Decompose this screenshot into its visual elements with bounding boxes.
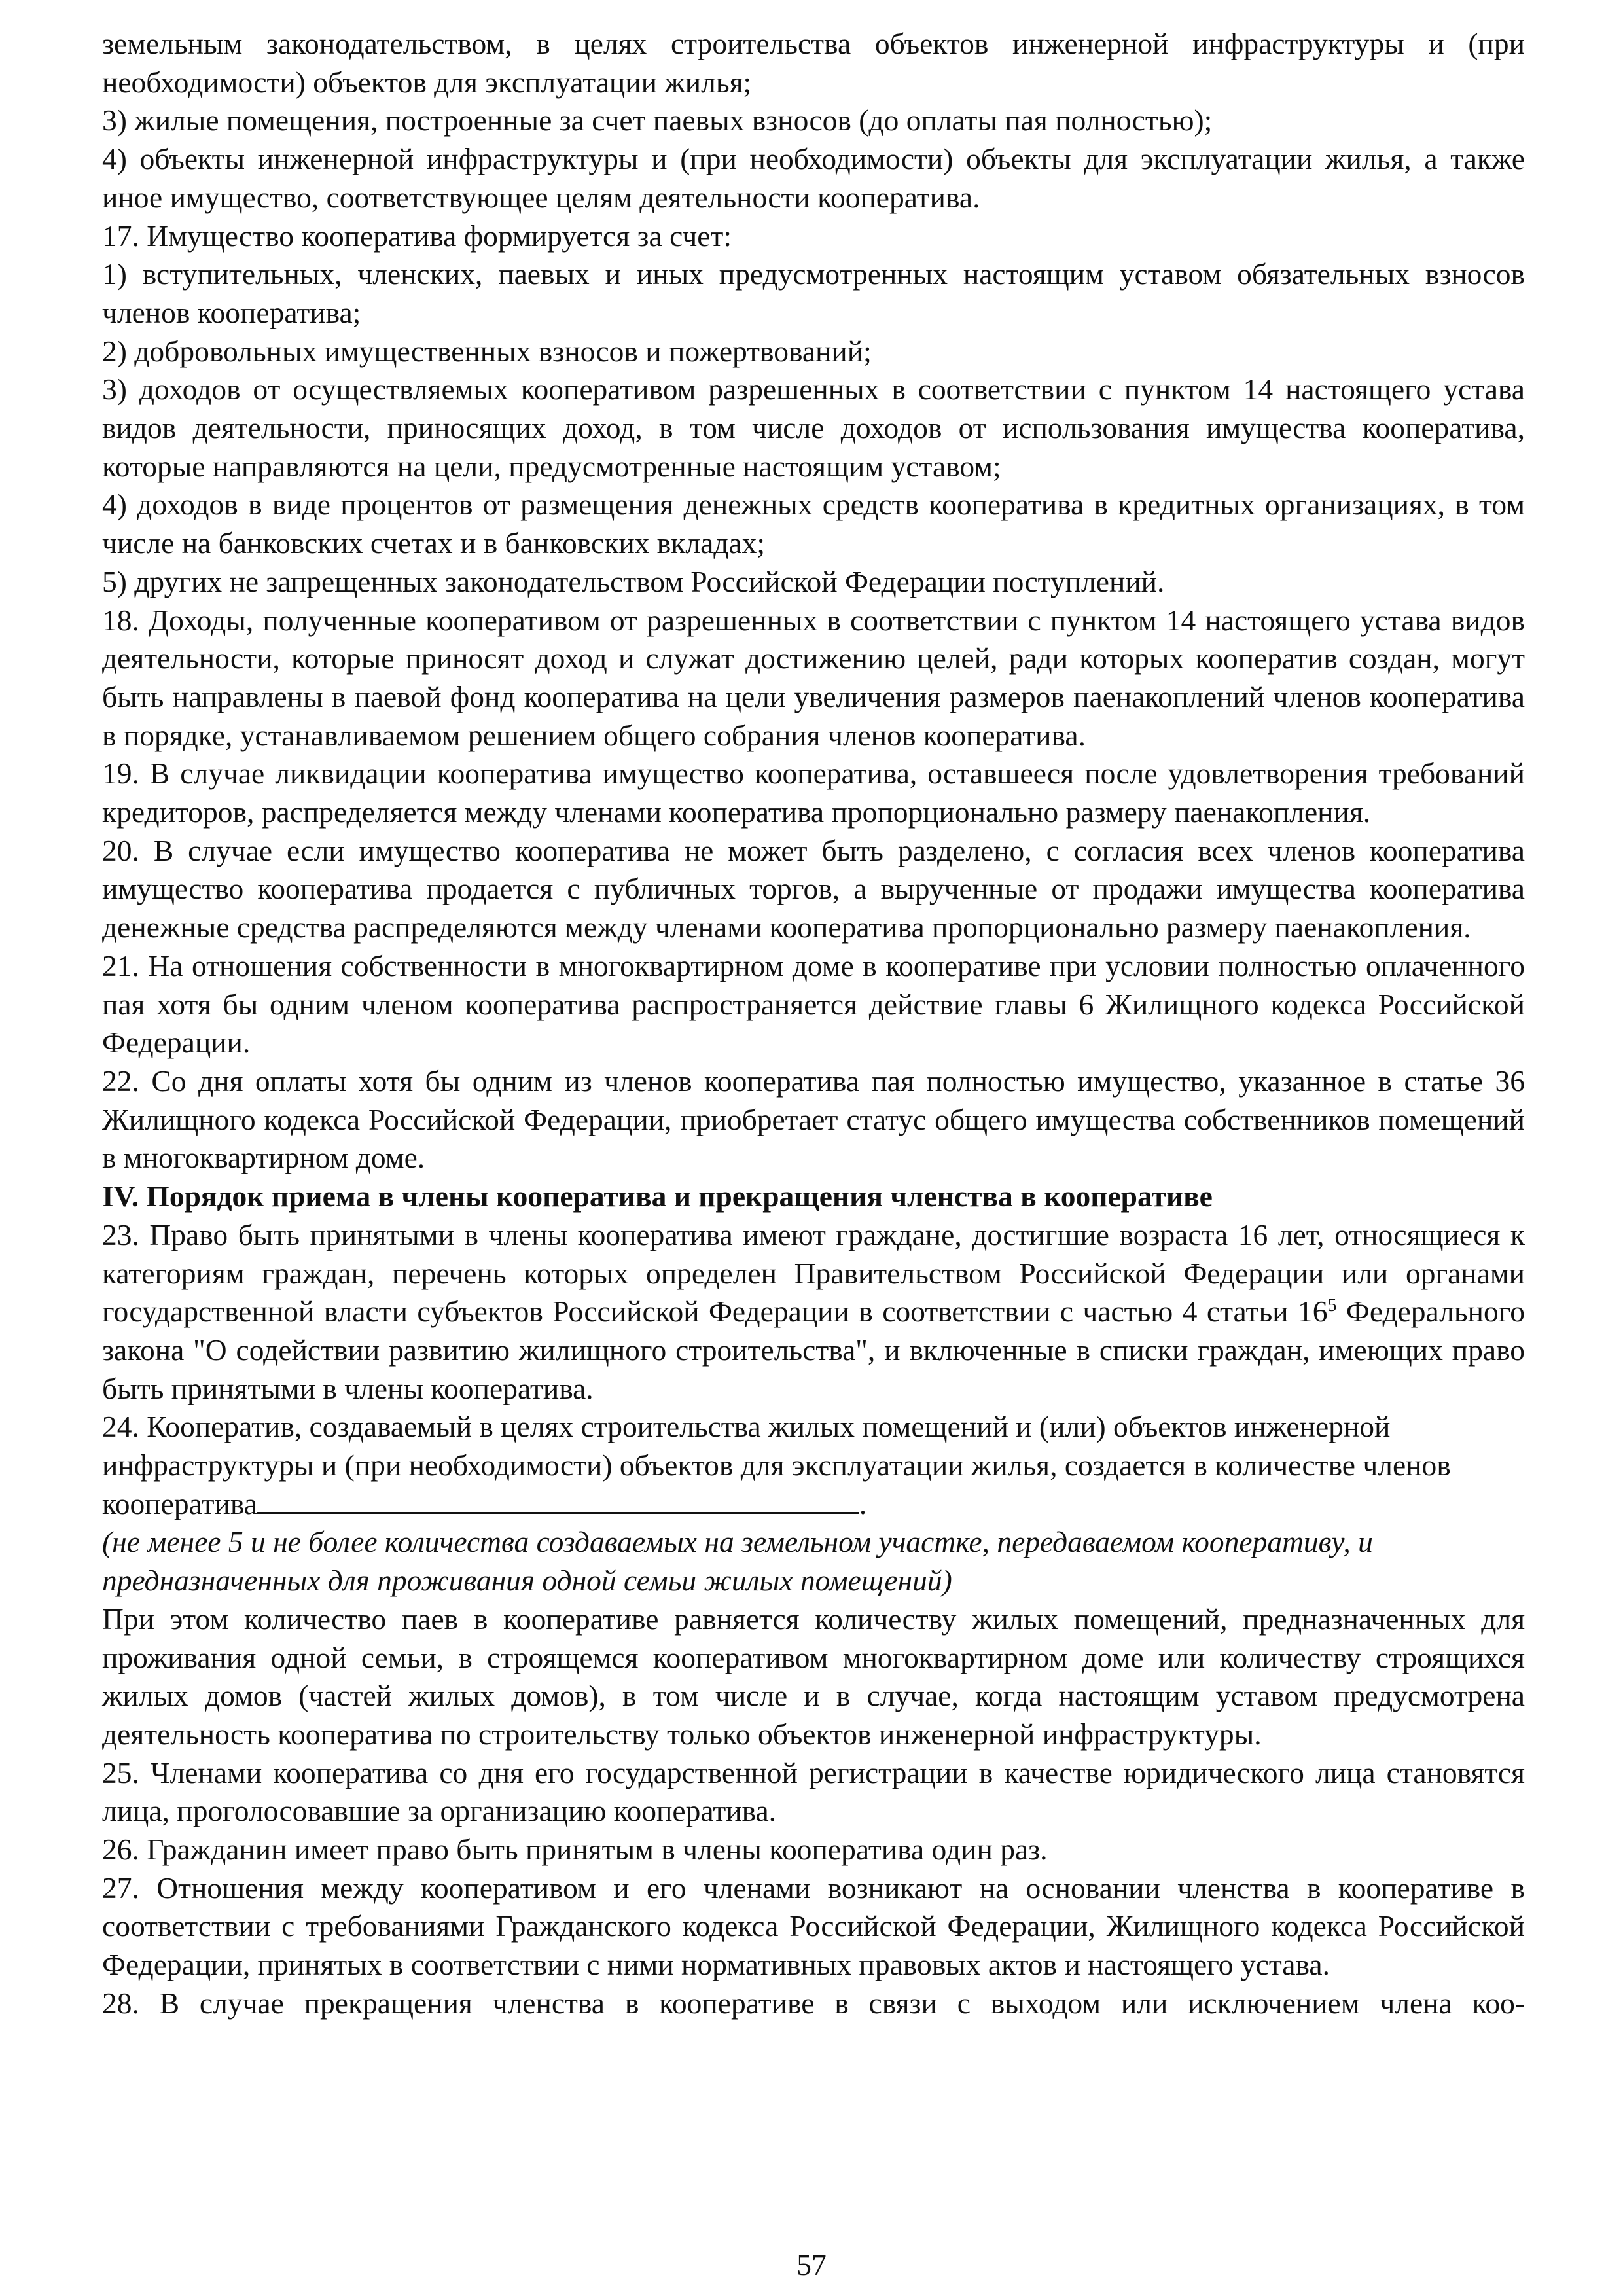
section-heading: IV. Порядок приема в члены кооператива и прекращения членства в кооперативе bbox=[102, 1179, 1213, 1213]
paragraph: земельным законодательством, в целях строительства объектов инженерной инфраструктуры и (при необходимости) объектов для эксплуатации жилья; bbox=[102, 27, 1525, 99]
paragraph: 19. В случае ликвидации кооператива имущество кооператива, оставшееся после удовлетворения требований кредиторов, распределяется между членами кооператива пропорционально размеру паенакопления. bbox=[102, 757, 1525, 829]
paragraph-24-end: . bbox=[859, 1486, 867, 1520]
paragraph-28-start: 28. В случае прекращения членства в кооперативе в связи с выходом или исключением члена коо- bbox=[102, 1986, 1525, 2020]
paragraph: 4) доходов в виде процентов от размещения денежных средств кооператива в кредитных организациях, в том числе на банковских счетах и в банковских вкладах; bbox=[102, 488, 1525, 560]
paragraph: При этом количество паев в кооперативе равняется количеству жилых помещений, предназначенных для проживания одной семьи, в строящемся кооперативом многоквартирном доме или количеству строящихся жилых домов (частей жилых домов), в том числе и в случае, когда настоящим уставом предусмотрена деятельность кооператива по строительству только объектов инженерной инфраструктуры. bbox=[102, 1602, 1525, 1751]
paragraph: 1) вступительных, членских, паевых и иных предусмотренных настоящим уставом обязательных взносов членов кооператива; bbox=[102, 257, 1525, 329]
footnote-superscript: 5 bbox=[1327, 1295, 1337, 1316]
paragraph-23 bbox=[102, 1216, 1525, 1408]
paragraph: 25. Членами кооператива со дня его государственной регистрации в качестве юридического лица становятся лица, проголосовавшие за организацию кооператива. bbox=[102, 1755, 1525, 1828]
paragraph: 3) жилые помещения, построенные за счет паевых взносов (до оплаты пая полностью); bbox=[102, 103, 1213, 137]
paragraph-23-text-end: Федерального закона "О содействии развитию жилищного строительства", и включенные в списки граждан, имеющих право быть принятыми в члены кооператива. bbox=[102, 1295, 1525, 1405]
paragraph: 26. Гражданин имеет право быть принятым в члены кооператива один раз. bbox=[102, 1833, 1048, 1867]
paragraph: 21. На отношения собственности в многоквартирном доме в кооперативе при условии полностью оплаченного пая хотя бы одним членом кооператива распространяется действие главы 6 Жилищного кодекса Российской Федерации. bbox=[102, 948, 1525, 1060]
paragraph: 17. Имущество кооператива формируется за счет: bbox=[102, 219, 732, 253]
paragraph: 18. Доходы, полученные кооперативом от разрешенных в соответствии с пунктом 14 настоящего устава видов деятельности, которые приносят доход и служат достижению целей, ради которых кооператив создан, могут быть направлены в паевой фонд кооператива на цели увеличения размеров паенакоплений членов кооператива в порядке, устанавливаемом решением общего собрания членов кооператива. bbox=[102, 603, 1525, 752]
fill-in-blank-line[interactable] bbox=[257, 1486, 859, 1514]
paragraph-24-note: (не менее 5 и не более количества создаваемых на земельном участке, передаваемом кооперативу, и предназначенных для проживания одной семьи жилых помещений) bbox=[102, 1525, 1373, 1598]
paragraph: 27. Отношения между кооперативом и его членами возникают на основании членства в кооперативе в соответствии с требованиями Гражданского кодекса Российской Федерации, Жилищного кодекса Российской Федерации, принятых в соответствии с ними нормативных правовых актов и настоящего устава. bbox=[102, 1871, 1525, 1982]
page-number: 57 bbox=[796, 2248, 827, 2282]
paragraph: 2) добровольных имущественных взносов и пожертвований; bbox=[102, 334, 872, 368]
paragraph: 20. В случае если имущество кооператива не может быть разделено, с согласия всех членов кооператива имущество кооператива продается с публичных торгов, а вырученные от продажи имущества кооператива денежные средства распределяются между членами кооператива пропорционально размеру паенакопления. bbox=[102, 833, 1525, 944]
paragraph: 4) объекты инженерной инфраструктуры и (при необходимости) объекты для эксплуатации жилья, а также иное имущество, соответствующее целям деятельности кооператива. bbox=[102, 142, 1525, 214]
paragraph: 5) других не запрещенных законодательством Российской Федерации поступлений. bbox=[102, 564, 1165, 598]
paragraph-23-text: 23. Право быть принятыми в члены кооператива имеют граждане, достигшие возраста 16 лет, относящиеся к категориям граждан, перечень которых определен Правительством Российской Федерации или органами государственной власти субъектов Российской Федерации в соответствии с частью 4 статьи 16 bbox=[102, 1217, 1525, 1329]
paragraph-24 bbox=[102, 1408, 1525, 1523]
document-page bbox=[102, 25, 1525, 2263]
paragraph-24-text: 24. Кооператив, создаваемый в целях строительства жилых помещений и (или) объектов инженерной инфраструктуры и (при необходимости) объектов для эксплуатации жилья, создается в количестве членов кооператива bbox=[102, 1410, 1451, 1520]
paragraph: 3) доходов от осуществляемых кооперативом разрешенных в соответствии с пунктом 14 настоящего устава видов деятельности, приносящих доход, в том числе доходов от использования имущества кооператива, которые направляются на цели, предусмотренные настоящим уставом; bbox=[102, 372, 1525, 483]
paragraph: 22. Со дня оплаты хотя бы одним из членов кооператива пая полностью имущество, указанное в статье 36 Жилищного кодекса Российской Федерации, приобретает статус общего имущества собственников помещений в многоквартирном доме. bbox=[102, 1064, 1525, 1175]
